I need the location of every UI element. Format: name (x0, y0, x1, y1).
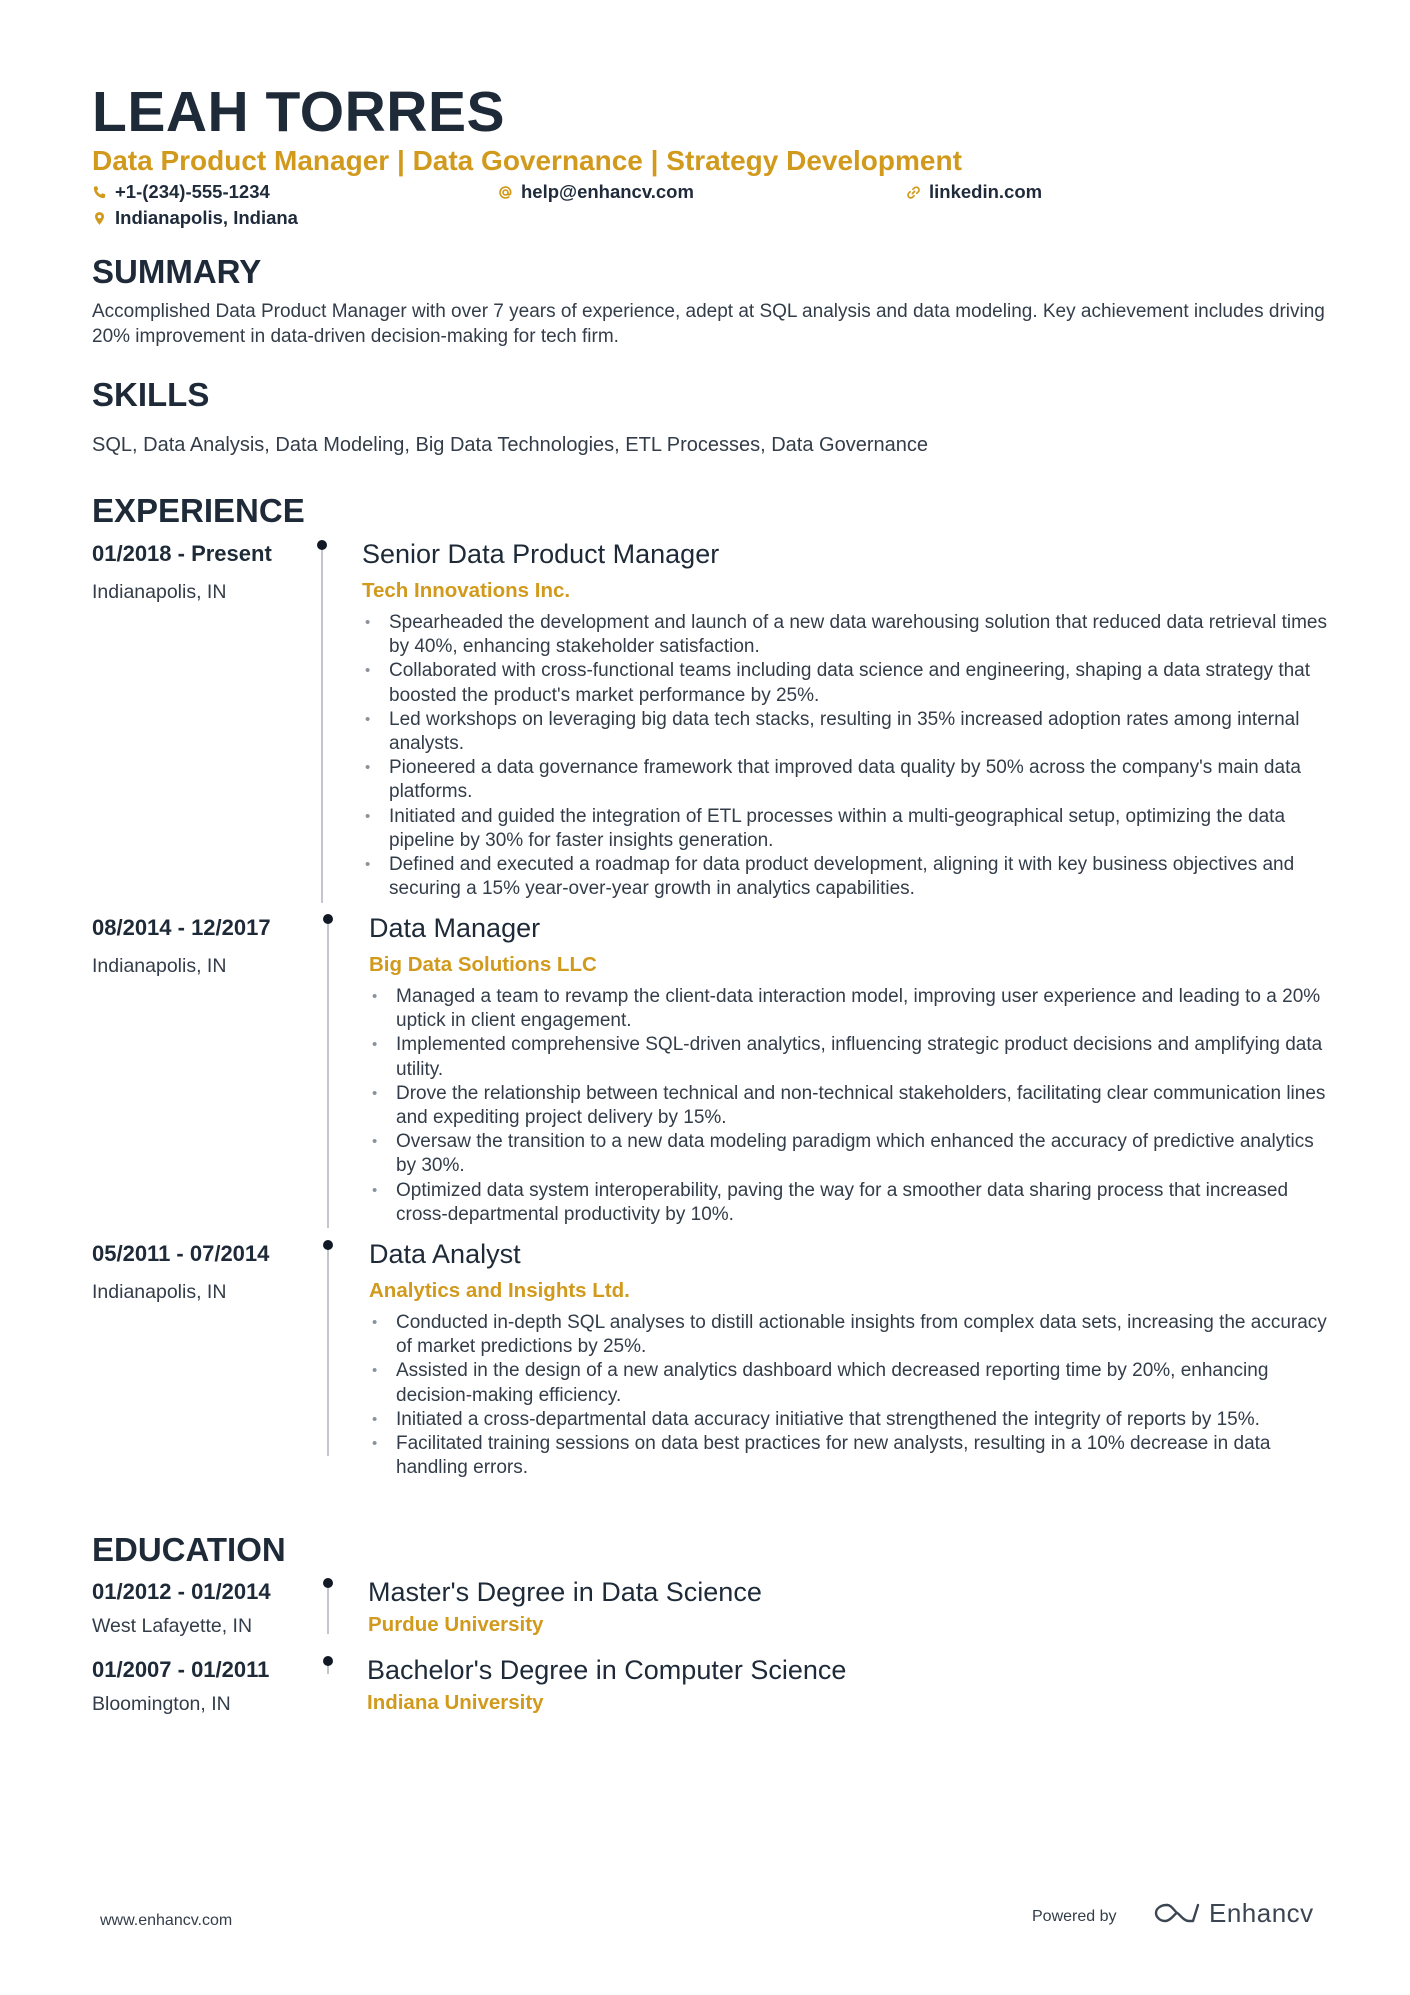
job-bullet: • Initiated and guided the integration of ETL processes within a multi-geographical setup, optimizing the data pipeline by 30% for faster insights generation. (365, 805, 1286, 851)
education-dates: 01/2007 - 01/2011 (92, 1657, 270, 1682)
company-name: Big Data Solutions LLC (369, 953, 597, 976)
timeline-line (327, 920, 329, 1228)
job-bullet: • Facilitated training sessions on data best practices for new analysts, resulting in a 10% decrease in data handling errors. (372, 1433, 1271, 1479)
contact-email[interactable] (498, 181, 694, 203)
job-bullet: • Spearheaded the development and launch of a new data warehousing solution that reduced data retrieval times by 40%, enhancing stakeholder satisfaction. (365, 612, 1327, 658)
timeline-dot (323, 1240, 333, 1250)
job-title: Data Manager (369, 913, 541, 943)
school-name: Purdue University (368, 1613, 544, 1636)
job-bullet: • Assisted in the design of a new analytics dashboard which decreased reporting time by 20%, enhancing decision-making efficiency. (372, 1360, 1269, 1406)
job-location: Indianapolis, IN (92, 581, 227, 603)
powered-by-label: Powered by (1032, 1908, 1117, 1925)
summary-text: Accomplished Data Product Manager with over 7 years of experience, adept at SQL analysis and data modeling. Key achievement includes driving 20% improvement in data-driven decision-making for tech firm. (92, 301, 1325, 347)
job-bullet: • Optimized data system interoperability, paving the way for a smoother data sharing process that increased cross-departmental productivity by 10%. (372, 1179, 1289, 1225)
section-title-skills: SKILLS (92, 376, 210, 413)
company-name: Tech Innovations Inc. (362, 579, 571, 602)
job-location: Indianapolis, IN (92, 955, 227, 977)
candidate-name: LEAH TORRES (92, 80, 505, 144)
enhancv-brand-text: Enhancv (1209, 1898, 1314, 1928)
contact-phone[interactable] (92, 181, 270, 203)
location-pin-icon (92, 211, 107, 226)
timeline-line (327, 1246, 329, 1456)
job-bullet: • Collaborated with cross-functional teams including data science and engineering, shaping a data strategy that boosted the product's market performance by 25%. (365, 660, 1311, 706)
timeline-line (327, 1584, 329, 1634)
section-title-experience: EXPERIENCE (92, 492, 305, 529)
job-title: Senior Data Product Manager (362, 539, 720, 569)
job-bullet: • Pioneered a data governance framework that improved data quality by 50% across the company's main data platforms. (365, 757, 1301, 803)
company-name: Analytics and Insights Ltd. (369, 1279, 630, 1302)
job-dates: 01/2018 - Present (92, 541, 272, 566)
job-bullet: • Conducted in-depth SQL analyses to distill actionable insights from complex data sets, increasing the accuracy of market predictions by 25%. (372, 1312, 1327, 1358)
section-title-summary: SUMMARY (92, 253, 262, 290)
job-title: Data Analyst (369, 1239, 521, 1269)
enhancv-logo[interactable] (1153, 1898, 1314, 1928)
link-icon (906, 185, 921, 200)
website-text: linkedin.com (929, 181, 1043, 202)
email-text: help@enhancv.com (521, 181, 694, 202)
job-location: Indianapolis, IN (92, 1281, 227, 1303)
education-location: Bloomington, IN (92, 1693, 231, 1715)
job-bullet: • Defined and executed a roadmap for data product development, aligning it with key business objectives and securing a 15% year-over-year growth in analytics capabilities. (365, 854, 1295, 900)
job-dates: 05/2011 - 07/2014 (92, 1241, 270, 1266)
timeline-dot (323, 914, 333, 924)
education-location: West Lafayette, IN (92, 1615, 253, 1637)
job-bullet: • Drove the relationship between technical and non-technical stakeholders, facilitating clear communication lines and expediting project delivery by 15%. (372, 1082, 1326, 1129)
job-bullets (369, 1311, 1337, 1480)
job-bullet: • Managed a team to revamp the client-data interaction model, improving user experience and leading to a 20% uptick in client engagement. (372, 986, 1321, 1032)
phone-icon (92, 185, 107, 200)
timeline-dot (323, 1656, 333, 1666)
job-dates: 08/2014 - 12/2017 (92, 915, 271, 940)
timeline-line (321, 547, 323, 903)
headline: Data Product Manager | Data Governance | Strategy Development (92, 145, 962, 176)
timeline-dot (323, 1578, 333, 1588)
job-bullet: • Led workshops on leveraging big data tech stacks, resulting in 35% increased adoption rates among internal analysts. (365, 708, 1300, 755)
enhancv-logo-icon (1153, 1900, 1201, 1926)
job-bullet: • Initiated a cross-departmental data accuracy initiative that strengthened the integrity of reports by 15%. (372, 1408, 1260, 1430)
footer-url[interactable]: www.enhancv.com (100, 1912, 233, 1929)
skills-text: SQL, Data Analysis, Data Modeling, Big Data Technologies, ETL Processes, Data Governance (92, 434, 928, 456)
school-name: Indiana University (367, 1691, 544, 1714)
education-dates: 01/2012 - 01/2014 (92, 1579, 271, 1604)
job-bullet: • Implemented comprehensive SQL-driven analytics, influencing strategic product decisions and amplifying data utility. (372, 1034, 1323, 1080)
at-sign-icon (498, 185, 513, 200)
section-title-education: EDUCATION (92, 1531, 286, 1568)
timeline-dot (317, 540, 327, 550)
job-bullet: • Oversaw the transition to a new data modeling paradigm which enhanced the accuracy of predictive analytics by 30%. (372, 1131, 1314, 1177)
degree-title: Master's Degree in Data Science (368, 1577, 762, 1607)
phone-text: +1-(234)-555-1234 (115, 181, 270, 202)
contact-website[interactable] (906, 181, 1042, 203)
job-bullets (362, 611, 1337, 901)
degree-title: Bachelor's Degree in Computer Science (367, 1655, 847, 1685)
contact-location (92, 207, 298, 229)
job-bullets (369, 985, 1337, 1227)
location-text: Indianapolis, Indiana (115, 207, 298, 228)
